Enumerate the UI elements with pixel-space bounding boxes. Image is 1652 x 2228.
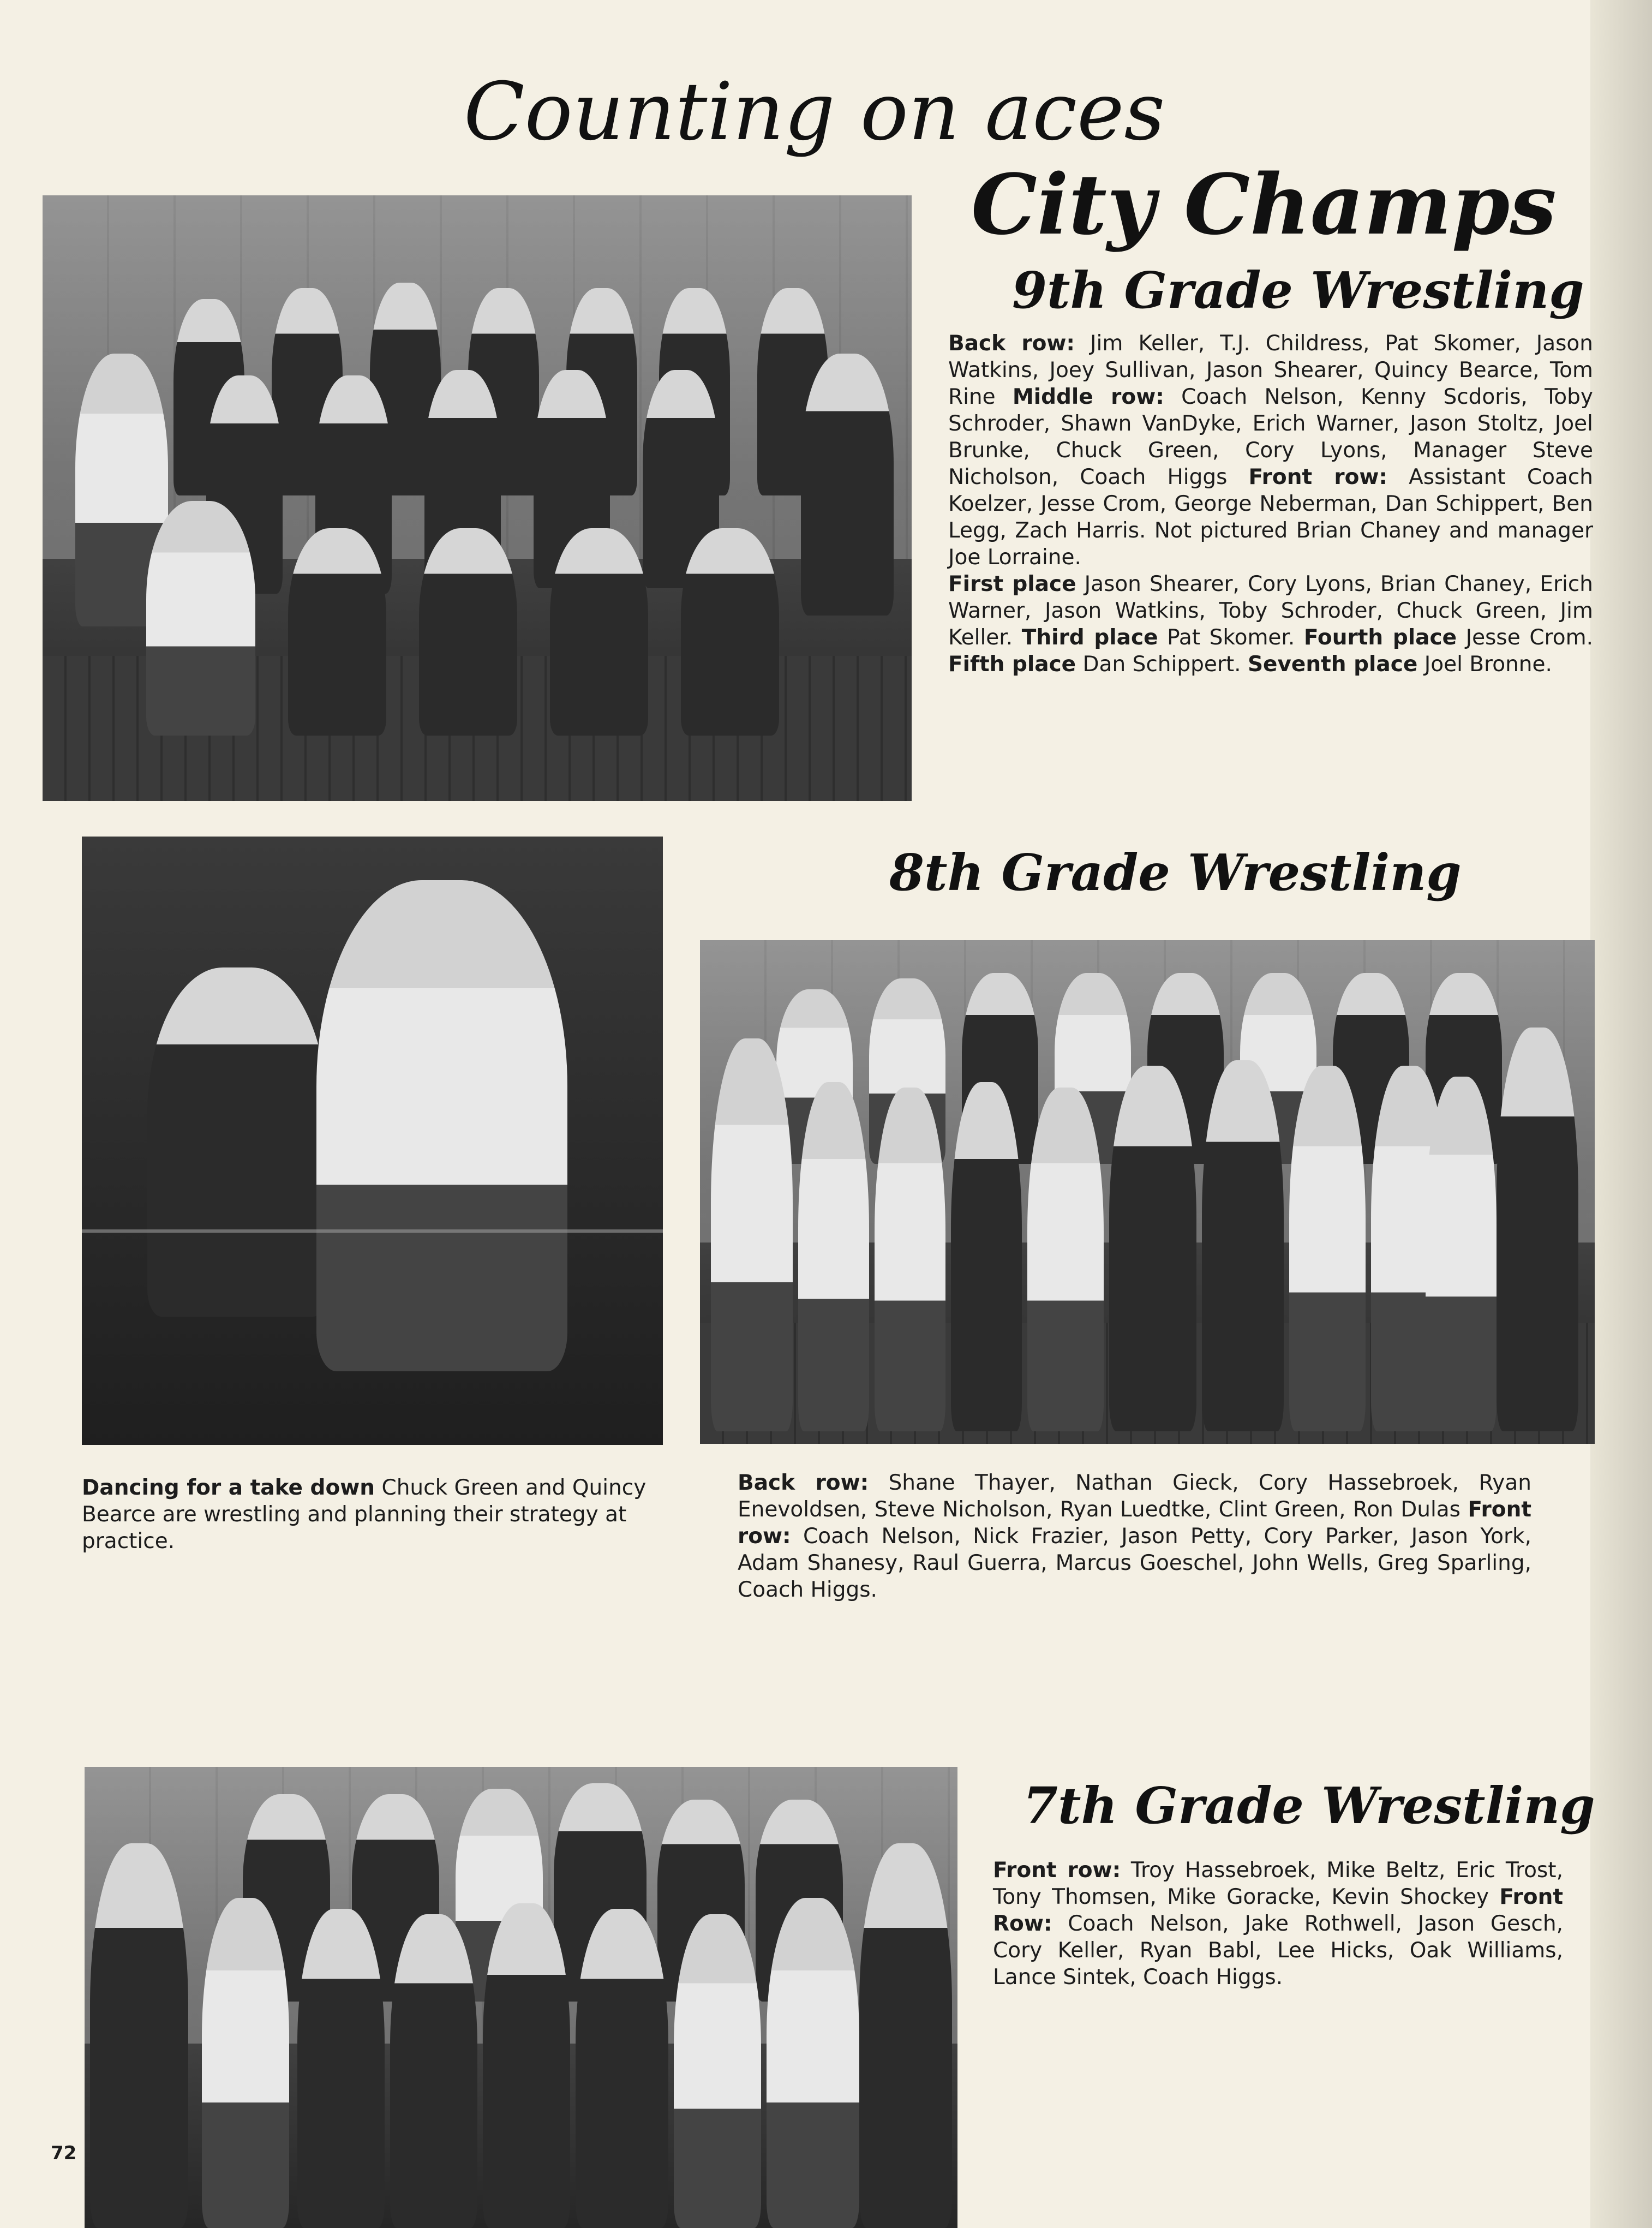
roster-label: Front row: — [738, 1497, 1531, 1549]
place-names: Jesse Crom. — [1457, 625, 1593, 650]
roster-label: Front Row: — [993, 1885, 1563, 1936]
place-label: Seventh place — [1247, 652, 1418, 677]
ninth-grade-heading: 9th Grade Wrestling — [1012, 261, 1584, 320]
roster-names: Coach Nelson, Nick Frazier, Jason Petty, Cory Parker, Jason York, Adam Shanesy, Raul Guerra, Marcus Goeschel, John Wells, Greg Sparling, Coach Higgs. — [738, 1524, 1531, 1602]
roster-label: Back row: — [738, 1471, 869, 1495]
roster-label: Front row: — [1248, 465, 1388, 489]
place-names: Jason Shearer, Cory Lyons, Brian Chaney, Erich Warner, Jason Watkins, Toby Schroder, Chuck Green, Jim Keller. — [948, 572, 1593, 650]
eighth-grade-caption — [738, 1470, 1531, 1603]
action-caption-text: Chuck Green and Quincy Bearce are wrestling and planning their strategy at practice. — [82, 1476, 647, 1554]
eighth-grade-team-photo — [700, 940, 1595, 1444]
seventh-grade-caption — [993, 1857, 1563, 1991]
roster-names: Jim Keller, T.J. Childress, Pat Skomer, Jason Watkins, Joey Sullivan, Jason Shearer, Quincy Bearce, Tom Rine — [948, 331, 1594, 409]
place-label: Fifth place — [948, 652, 1076, 677]
roster-label: Back row: — [948, 331, 1075, 356]
place-label: Third place — [1021, 625, 1158, 650]
wrestling-practice-photo — [82, 837, 663, 1445]
eighth-grade-heading: 8th Grade Wrestling — [889, 843, 1462, 902]
page-subtitle: City Champs — [971, 156, 1557, 253]
roster-names: Coach Nelson, Kenny Scdoris, Toby Schroder, Shawn VanDyke, Erich Warner, Jason Stoltz, Joel Brunke, Chuck Green, Cory Lyons, Manager Steve Nicholson, Coach Higgs — [948, 385, 1593, 489]
place-names: Joel Bronne. — [1417, 652, 1552, 677]
roster-names: Shane Thayer, Nathan Gieck, Cory Hassebroek, Ryan Enevoldsen, Steve Nicholson, Ryan Luedtke, Clint Green, Ron Dulas — [738, 1471, 1532, 1522]
page-edge — [1590, 0, 1652, 2228]
roster-names: Troy Hassebroek, Mike Beltz, Eric Trost, Tony Thomsen, Mike Goracke, Kevin Shockey — [993, 1858, 1564, 1909]
roster-names: Assistant Coach Koelzer, Jesse Crom, George Neberman, Dan Schippert, Ben Legg, Zach Harris. Not pictured Brian Chaney and manager Joe Lorraine. — [948, 465, 1594, 570]
roster-names: Coach Nelson, Jake Rothwell, Jason Gesch, Cory Keller, Ryan Babl, Lee Hicks, Oak Williams, Lance Sintek, Coach Higgs. — [993, 1912, 1563, 1990]
ninth-grade-caption — [948, 330, 1593, 678]
place-names: Pat Skomer. — [1158, 625, 1304, 650]
seventh-grade-team-photo — [85, 1767, 957, 2228]
roster-label: Middle row: — [1012, 385, 1164, 409]
roster-label: Front row: — [993, 1858, 1121, 1883]
place-names: Dan Schippert. — [1076, 652, 1248, 677]
ninth-grade-team-photo — [43, 195, 912, 801]
ninth-grade-roster — [948, 330, 1593, 571]
place-label: First place — [948, 572, 1076, 596]
action-caption-label: Dancing for a take down — [82, 1476, 375, 1500]
page-number: 72 — [51, 2142, 77, 2164]
page-title: Counting on aces — [464, 65, 1165, 158]
seventh-grade-heading: 7th Grade Wrestling — [1023, 1776, 1595, 1835]
action-photo-caption — [82, 1474, 666, 1555]
place-label: Fourth place — [1303, 625, 1457, 650]
ninth-grade-results — [948, 571, 1593, 678]
